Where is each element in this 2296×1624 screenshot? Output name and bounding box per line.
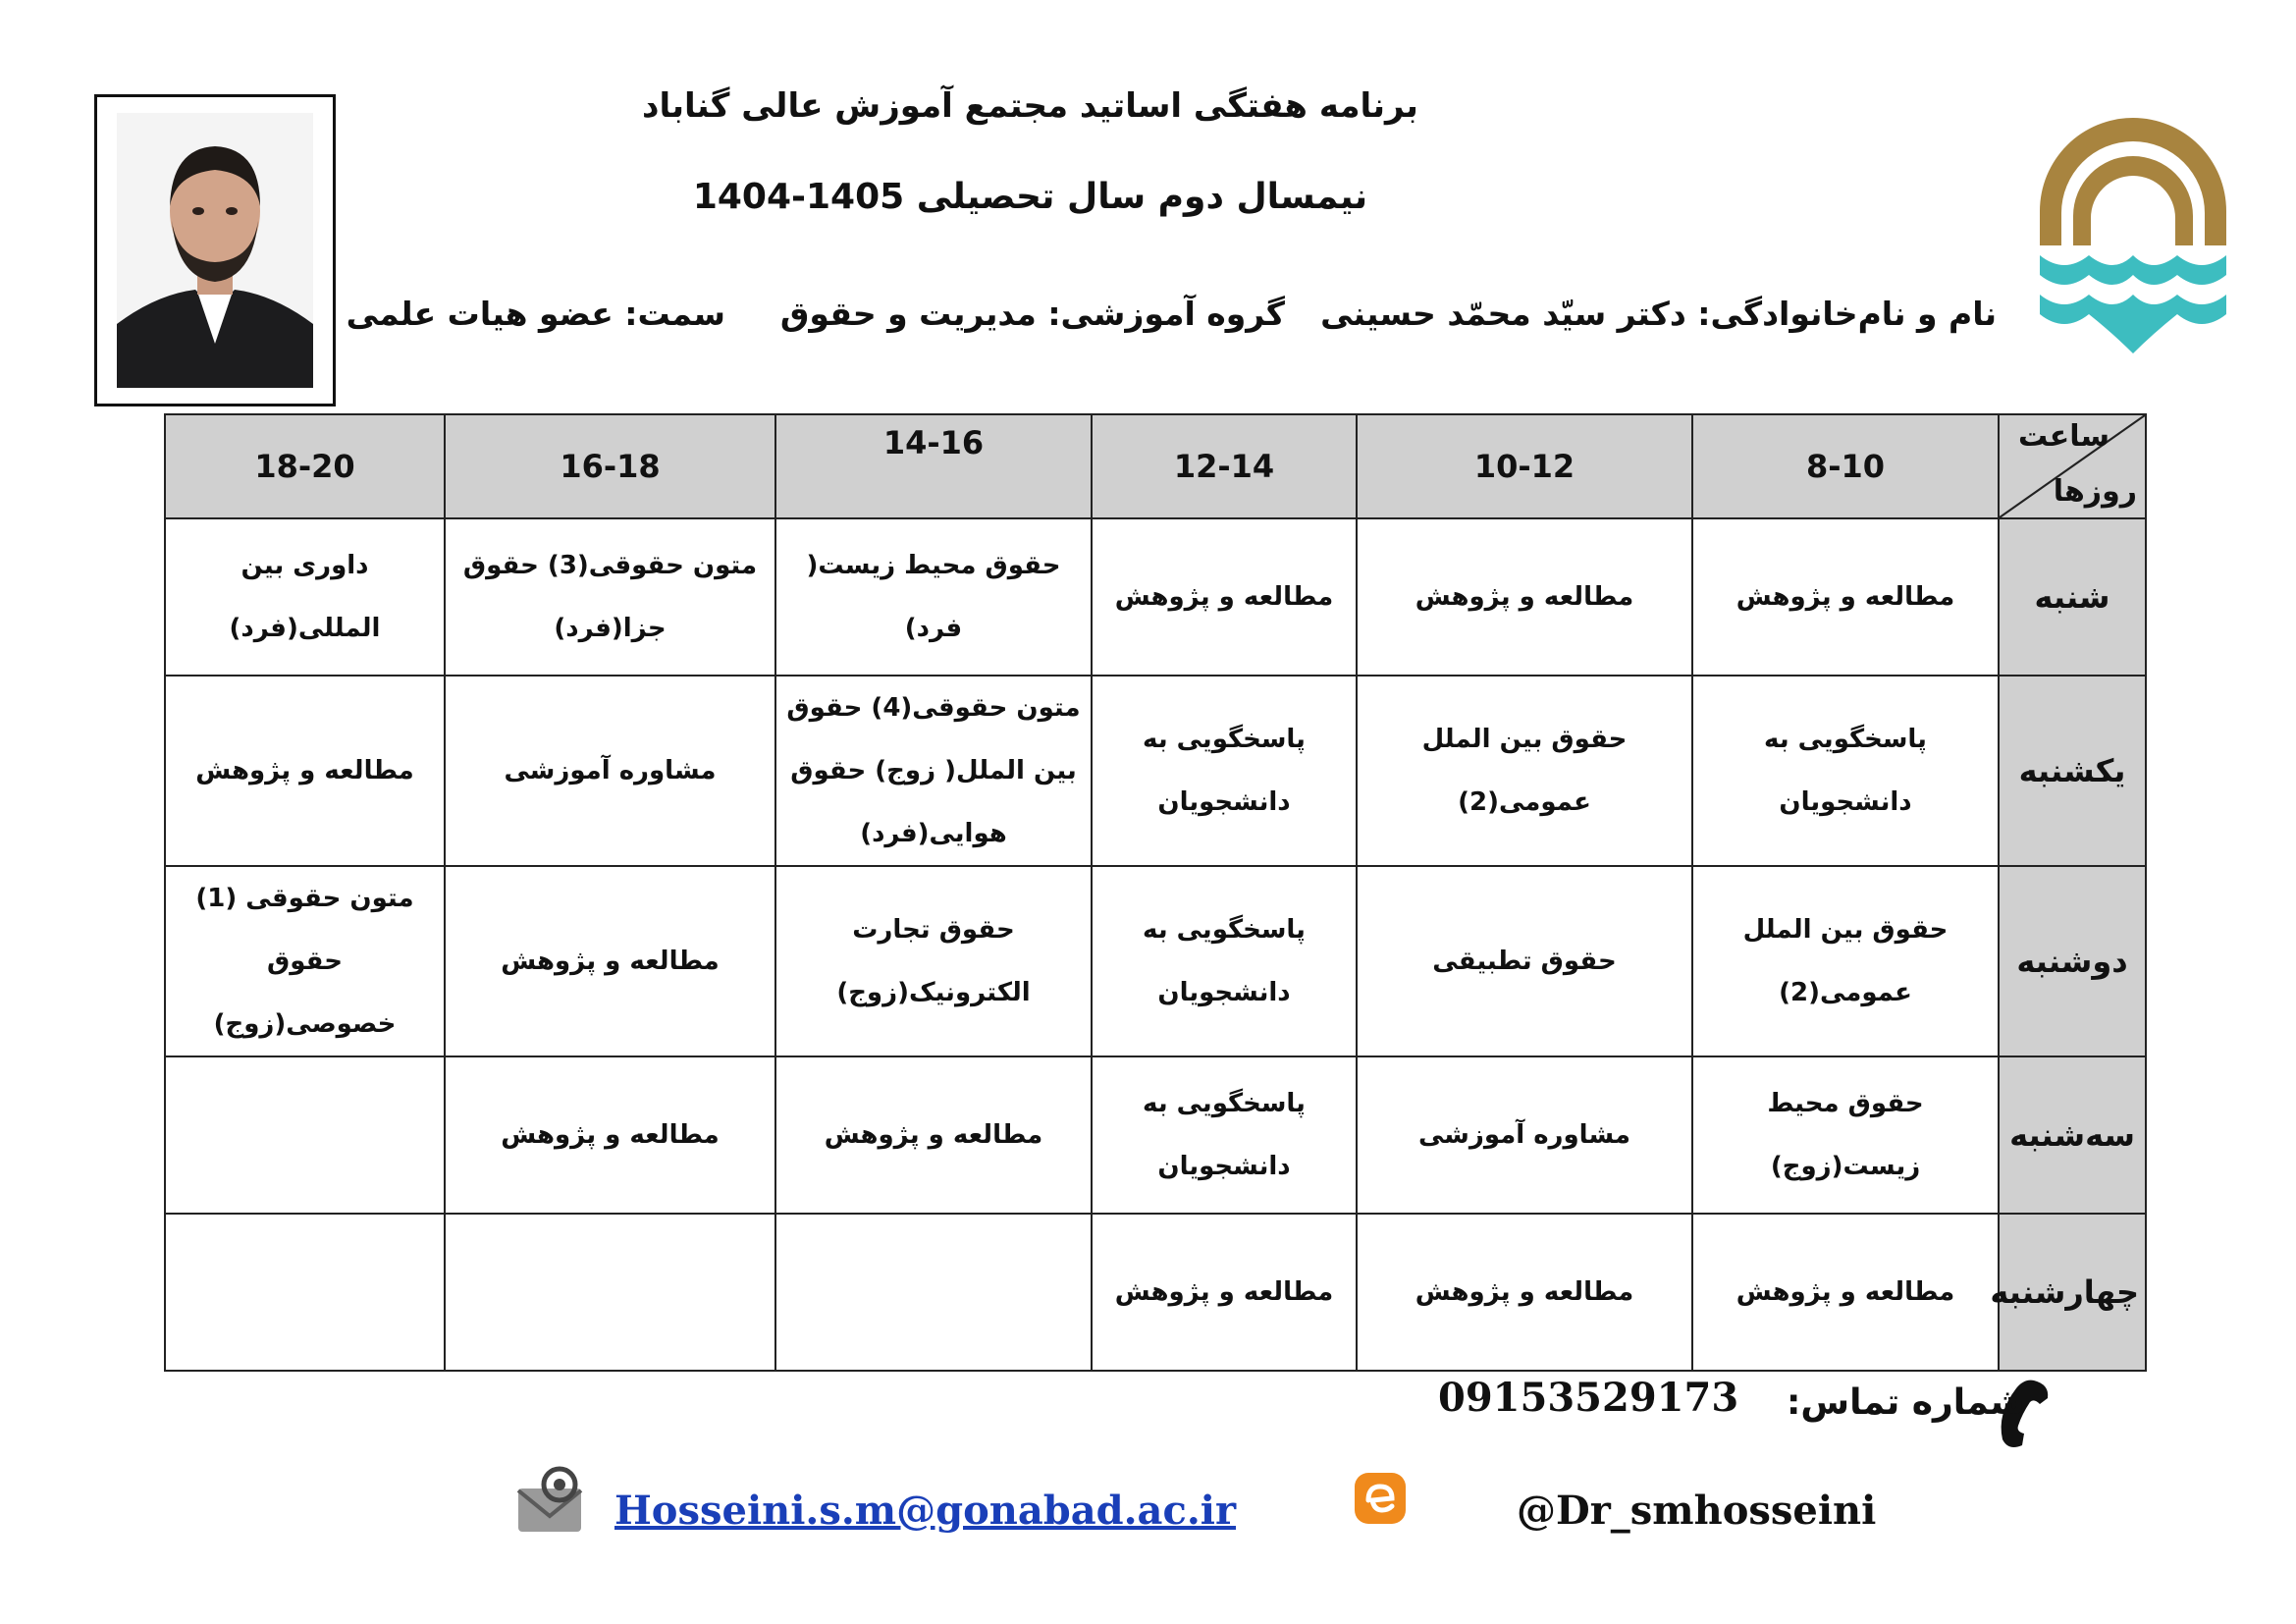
schedule-cell: حقوق تجارت الکترونیک(زوج) [775, 866, 1092, 1056]
position: سمت: عضو هیات علمی [346, 295, 725, 333]
time-slot-header: 12-14 [1092, 414, 1357, 518]
day-label: یکشنبه [1999, 676, 2146, 866]
corner-days-label: روزها [2053, 474, 2137, 509]
schedule-cell: متون حقوقی (1) حقوق خصوصی(زوج) [165, 866, 445, 1056]
schedule-cell: مطالعه و پژوهش [1092, 518, 1357, 676]
day-label: دوشنبه [1999, 866, 2146, 1056]
schedule-cell: حقوق بین الملل عمومی(2) [1692, 866, 1999, 1056]
schedule-cell: مطالعه و پژوهش [1092, 1214, 1357, 1371]
schedule-cell: مشاوره آموزشی [1357, 1056, 1692, 1214]
schedule-cell: داوری بین المللی(فرد) [165, 518, 445, 676]
schedule-cell [165, 1056, 445, 1214]
corner-time-label: ساعت [2017, 419, 2109, 454]
schedule-cell: مشاوره آموزشی [445, 676, 775, 866]
schedule-cell: پاسخگویی به دانشجویان [1092, 1056, 1357, 1214]
schedule-cell: مطالعه و پژوهش [445, 1056, 775, 1214]
schedule-cell: مطالعه و پژوهش [445, 866, 775, 1056]
time-slot-header: 10-12 [1357, 414, 1692, 518]
page-title: برنامه هفتگی اساتید مجتمع آموزش عالی گناباد [642, 86, 1418, 126]
semester-title: نیمسال دوم سال تحصیلی 1405-1404 [692, 177, 1368, 217]
table-row [165, 518, 2146, 676]
email-link[interactable]: Hosseini.s.m@gonabad.ac.ir [614, 1488, 1237, 1534]
schedule-cell: متون حقوقی(4) حقوق بین الملل( زوج) حقوق هوایی(فرد) [775, 676, 1092, 866]
messenger-handle: @Dr_smhosseini [1517, 1488, 1877, 1534]
mail-icon [510, 1461, 599, 1549]
department: گروه آموزشی: مدیریت و حقوق [779, 295, 1285, 333]
schedule-cell: حقوق بین الملل عمومی(2) [1357, 676, 1692, 866]
schedule-cell: پاسخگویی به دانشجویان [1692, 676, 1999, 866]
schedule-cell: مطالعه و پژوهش [1692, 1214, 1999, 1371]
schedule-cell [165, 1214, 445, 1371]
table-row [165, 1214, 2146, 1371]
schedule-cell: حقوق محیط زیست(زوج) [1692, 1056, 1999, 1214]
schedule-cell: حقوق تطبیقی [1357, 866, 1692, 1056]
day-label: شنبه [1999, 518, 2146, 676]
schedule-cell [775, 1214, 1092, 1371]
time-slot-header: 16-18 [445, 414, 775, 518]
table-row [165, 1056, 2146, 1214]
schedule-cell: مطالعه و پژوهش [1357, 518, 1692, 676]
schedule-cell: حقوق محیط زیست( فرد) [775, 518, 1092, 676]
schedule-cell: مطالعه و پژوهش [775, 1056, 1092, 1214]
schedule-cell [445, 1214, 775, 1371]
day-label: سه‌شنبه [1999, 1056, 2146, 1214]
phone-number: 09153529173 [1438, 1375, 1739, 1421]
professor-name: نام و نام‌خانوادگی: دکتر سیّد محمّد حسینی [1320, 295, 1997, 333]
corner-header [1999, 414, 2146, 518]
eitaa-icon [1353, 1471, 1408, 1526]
phone-label: شماره تماس: [1787, 1382, 2025, 1423]
schedule-cell: پاسخگویی به دانشجویان [1092, 676, 1357, 866]
day-label: چهارشنبه [1999, 1214, 2146, 1371]
schedule-cell: مطالعه و پژوهش [165, 676, 445, 866]
time-slot-header: 18-20 [165, 414, 445, 518]
time-slot-header: 8-10 [1692, 414, 1999, 518]
university-logo [2030, 118, 2236, 363]
schedule-cell: متون حقوقی(3) حقوق جزا(فرد) [445, 518, 775, 676]
schedule-cell: مطالعه و پژوهش [1692, 518, 1999, 676]
schedule-cell: مطالعه و پژوهش [1357, 1214, 1692, 1371]
table-row [165, 866, 2146, 1056]
table-row [165, 676, 2146, 866]
time-slot-header: 14-16 [775, 414, 1092, 518]
weekly-schedule-table [164, 413, 2147, 1372]
schedule-cell: پاسخگویی به دانشجویان [1092, 866, 1357, 1056]
professor-photo [94, 94, 336, 406]
